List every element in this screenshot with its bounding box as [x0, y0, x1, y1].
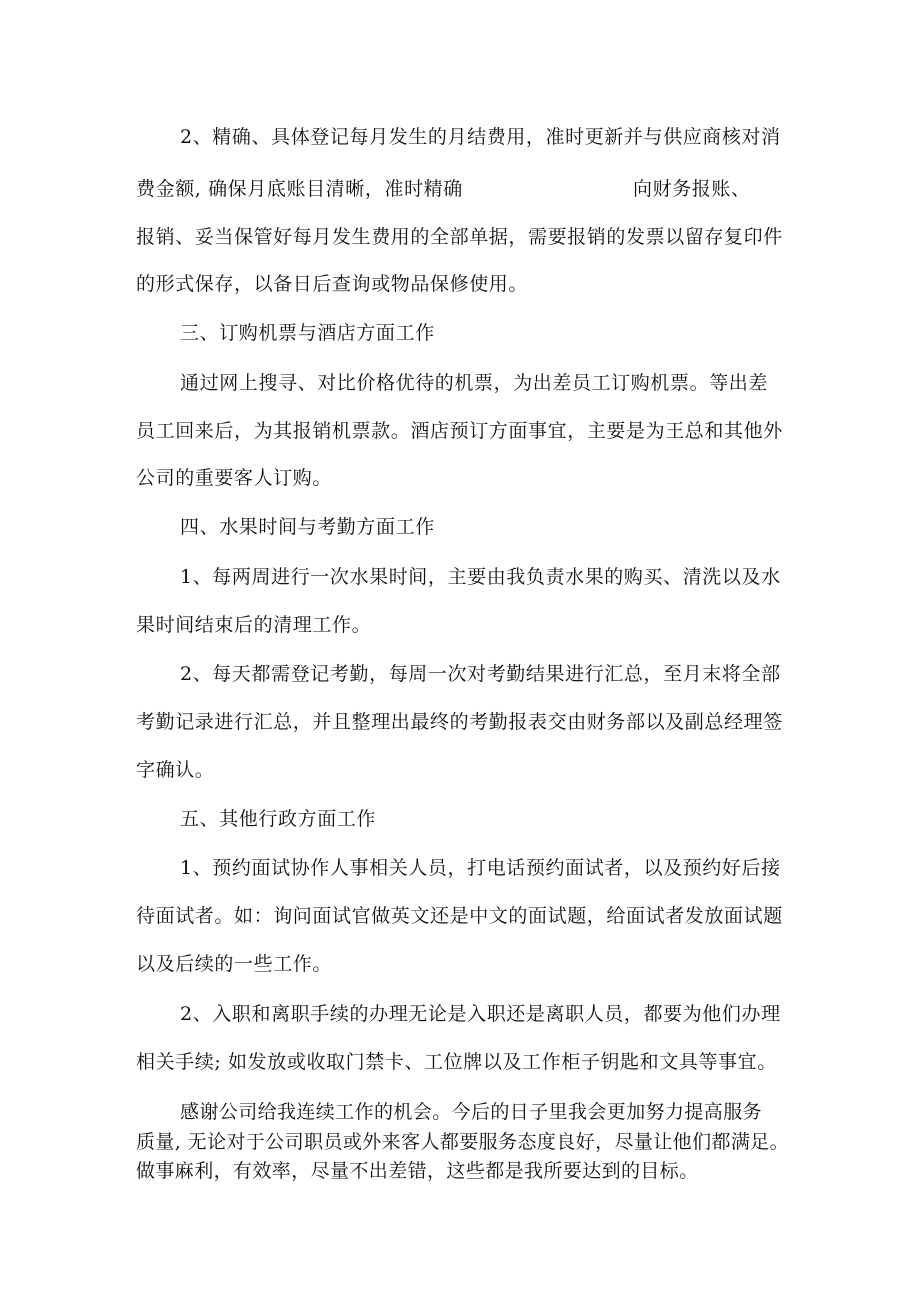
text-line: 向财务报账、 — [633, 178, 751, 200]
section-heading-tickets-hotel: 三、订购机票与酒店方面工作 — [180, 322, 435, 344]
section-heading-fruit-attendance: 四、水果时间与考勤方面工作 — [180, 516, 435, 538]
text-line: 待面试者。如：询问面试官做英文还是中文的面试题，给面试者发放面试题 — [136, 905, 783, 927]
text-line: 质量, 无论对于公司职员或外来客人都要服务态度良好，尽量让他们都满足。 — [136, 1131, 790, 1153]
text-line: 通过网上搜寻、对比价格优待的机票，为出差员工订购机票。等出差 — [180, 372, 769, 394]
text-line: 1、每两周进行一次水果时间，主要由我负责水果的购买、清洗以及水 — [180, 566, 781, 588]
text-line: 以及后续的一些工作。 — [136, 953, 333, 975]
text-line: 感谢公司给我连续工作的机会。今后的日子里我会更加努力提高服务 — [180, 1101, 763, 1123]
text-line: 的形式保存，以备日后查询或物品保修使用。 — [136, 273, 529, 295]
text-line: 2、精确、具体登记每月发生的月结费用，准时更新并与供应商核对消 — [180, 126, 781, 148]
text-line: 员工回来后，为其报销机票款。酒店预订方面事宜，主要是为王总和其他外 — [136, 420, 783, 442]
text-line: 费金额, 确保月底账目清晰，准时精确 — [136, 178, 463, 200]
text-line: 做事麻利，有效率，尽量不出差错，这些都是我所要达到的目标。 — [136, 1160, 699, 1182]
text-line: 2、入职和离职手续的办理无论是入职还是离职人员，都要为他们办理 — [180, 1003, 781, 1025]
text-line: 果时间结束后的清理工作。 — [136, 614, 372, 636]
section-heading-other-admin: 五、其他行政方面工作 — [180, 808, 377, 830]
text-line: 公司的重要客人订购。 — [136, 467, 333, 489]
text-line: 2、每天都需登记考勤，每周一次对考勤结果进行汇总，至月末将全部 — [180, 663, 781, 685]
text-line: 报销、妥当保管好每月发生费用的全部单据，需要报销的发票以留存复印件 — [136, 226, 783, 248]
text-line: 1、预约面试协作人事相关人员，打电话预约面试者，以及预约好后接 — [180, 857, 781, 879]
text-line: 考勤记录进行汇总，并且整理出最终的考勤报表交由财务部以及副总经理签 — [136, 711, 783, 733]
text-line: 相关手续; 如发放或收取门禁卡、工位牌以及工作柜子钥匙和文具等事宜。 — [136, 1051, 777, 1073]
text-line: 字确认。 — [136, 759, 215, 781]
